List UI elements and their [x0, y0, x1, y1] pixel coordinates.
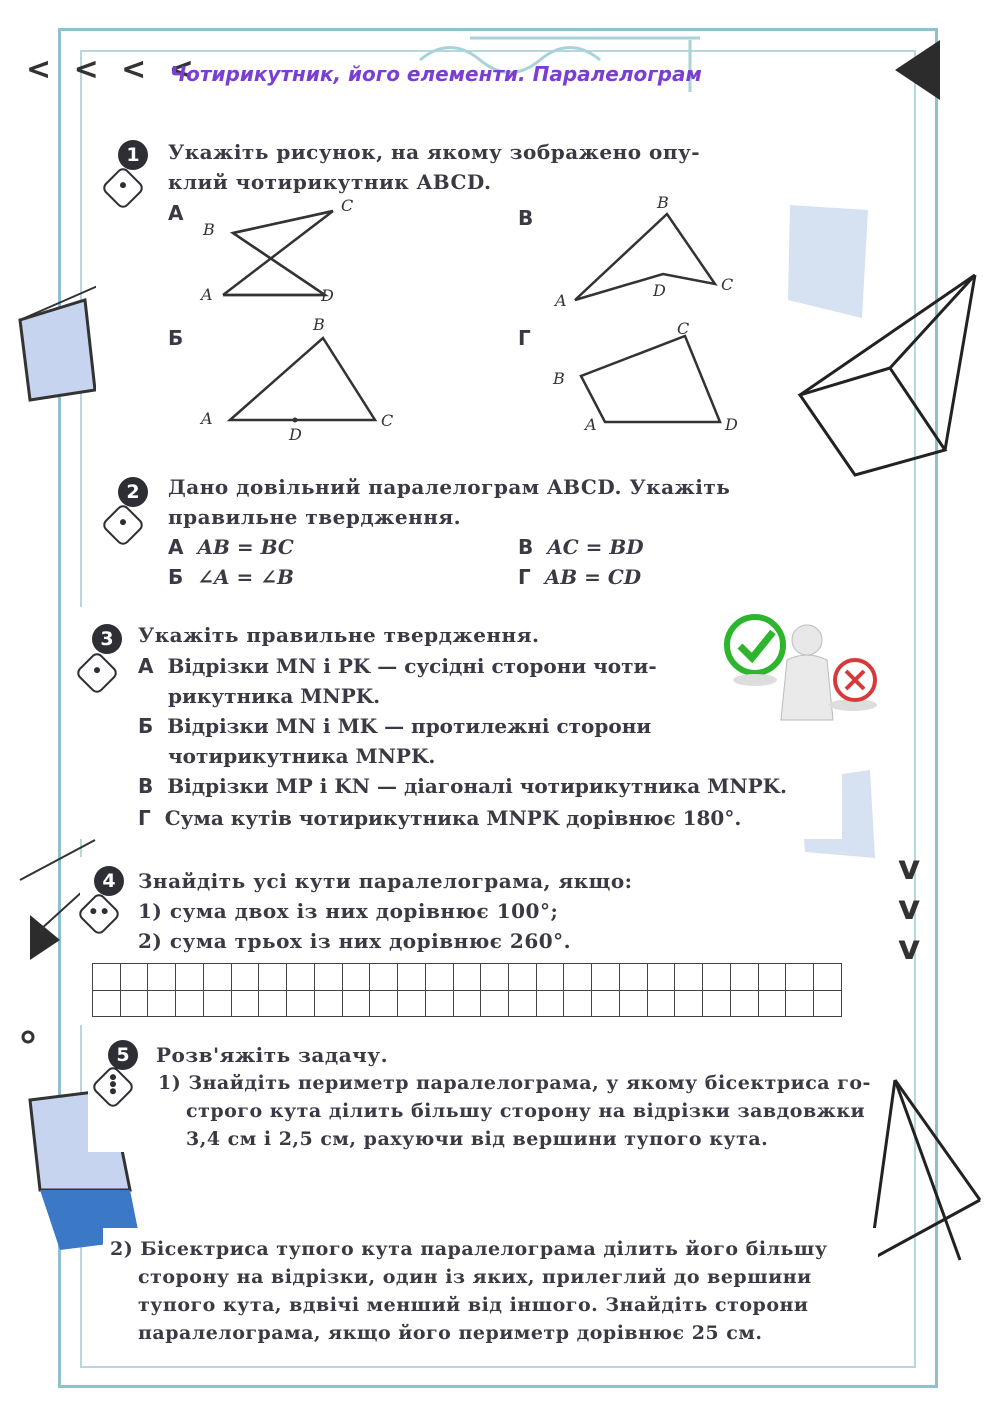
grid-cell[interactable]	[592, 990, 620, 1017]
q3-option-a-line-1: Відрізки MN і PK — сусідні сторони чоти-	[167, 654, 657, 678]
q1-text-line-1: Укажіть рисунок, на якому зображено опу-	[168, 140, 701, 164]
bottom-right-pyramid	[870, 1080, 980, 1260]
q2-option-g[interactable]	[518, 562, 641, 592]
q1g-label-a: A	[585, 415, 597, 434]
side-check-3: v	[898, 928, 921, 968]
grid-cell[interactable]	[564, 964, 592, 991]
q2-option-a[interactable]	[168, 532, 294, 562]
grid-cell[interactable]	[203, 964, 231, 991]
q1-option-v-figure[interactable]	[545, 192, 745, 312]
q1-text-line-2: клий чотирикутник ABCD.	[168, 170, 492, 194]
q5-part1-line-1: 1) Знайдіть периметр паралелограма, у якому бісектриса го-	[158, 1072, 871, 1094]
q3-option-a-line-2: рикутника MNPK.	[168, 684, 381, 708]
grid-cell[interactable]	[259, 964, 287, 991]
grid-cell[interactable]	[425, 990, 453, 1017]
grid-cell[interactable]	[231, 964, 259, 991]
side-check-1: v	[898, 848, 921, 888]
side-check-2: v	[898, 888, 921, 928]
q3-option-b-line-2: чотирикутника MNPK.	[168, 744, 436, 768]
grid-cell[interactable]	[730, 964, 758, 991]
true-false-figure	[715, 610, 885, 735]
q3-option-g-letter: Г	[138, 806, 151, 830]
right-speckle-shape	[788, 205, 868, 318]
q2-option-v-text: AC = BD	[547, 535, 644, 559]
q4-item-1: 1) сума двох із них дорівнює 100°;	[138, 899, 559, 923]
grid-cell[interactable]	[314, 964, 342, 991]
q1a-label-a: A	[201, 285, 213, 304]
grid-cell[interactable]	[481, 964, 509, 991]
grid-cell[interactable]	[342, 964, 370, 991]
question-number-3: 3	[92, 624, 122, 654]
q1-option-g-figure[interactable]	[545, 318, 755, 438]
grid-cell[interactable]	[758, 964, 786, 991]
q3-text: Укажіть правильне твердження.	[138, 623, 540, 647]
grid-cell[interactable]	[259, 990, 287, 1017]
grid-cell[interactable]	[675, 964, 703, 991]
q2-text-line-2: правильне твердження.	[168, 505, 462, 529]
grid-cell[interactable]	[453, 964, 481, 991]
grid-cell[interactable]	[619, 990, 647, 1017]
q1v-label-c: C	[721, 275, 734, 294]
q3-option-v-letter: В	[138, 774, 154, 798]
q1v-label-a: A	[555, 291, 567, 310]
q1-option-b-figure[interactable]	[195, 312, 405, 442]
check-icon	[727, 617, 783, 673]
grid-cell[interactable]	[370, 990, 398, 1017]
q1a-label-b: B	[203, 220, 215, 239]
q4-text: Знайдіть усі кути паралелограма, якщо:	[138, 869, 633, 893]
grid-cell[interactable]	[176, 990, 204, 1017]
grid-cell[interactable]	[148, 990, 176, 1017]
left-small-circle	[23, 1032, 33, 1042]
q1g-label-c: C	[677, 319, 690, 338]
q2-option-b-text: ∠A = ∠B	[197, 565, 294, 589]
q1b-label-d: D	[289, 425, 302, 442]
grid-cell[interactable]	[481, 990, 509, 1017]
question-number-5: 5	[108, 1040, 138, 1070]
grid-cell[interactable]	[786, 964, 814, 991]
q3-option-b-line-1: Відрізки MN і MK — протилежні сторони	[167, 714, 652, 738]
page-title: Чотирикутник, його елементи. Паралелограм	[170, 62, 702, 86]
grid-cell[interactable]	[730, 990, 758, 1017]
nav-arrows[interactable]: < < < <	[26, 52, 200, 87]
q5-part1-line-2: строго кута ділить більшу сторону на відрізки завдовжки	[186, 1100, 866, 1122]
grid-cell[interactable]	[453, 990, 481, 1017]
q1b-label-c: C	[381, 411, 394, 430]
grid-cell[interactable]	[675, 990, 703, 1017]
q3-option-b-letter: Б	[138, 714, 154, 738]
q2-option-b-letter: Б	[168, 565, 184, 589]
grid-cell[interactable]	[814, 964, 842, 991]
grid-cell[interactable]	[536, 964, 564, 991]
q1-option-a-figure[interactable]	[195, 195, 375, 305]
grid-cell[interactable]	[231, 990, 259, 1017]
q5-text: Розв'яжіть задачу.	[156, 1043, 389, 1067]
grid-cell[interactable]	[148, 964, 176, 991]
grid-cell[interactable]	[509, 990, 537, 1017]
q5-part2-line-3: тупого кута, вдвічі менший від іншого. Знайдіть сторони	[138, 1294, 809, 1316]
q3-option-a[interactable]	[138, 651, 657, 711]
q3-option-a-letter: А	[138, 654, 154, 678]
grid-cell[interactable]	[398, 990, 426, 1017]
q4-item-2: 2) сума трьох із них дорівнює 260°.	[138, 929, 572, 953]
q1g-label-b: B	[553, 369, 565, 388]
q2-option-g-letter: Г	[518, 565, 531, 589]
grid-cell[interactable]	[619, 964, 647, 991]
grid-cell[interactable]	[93, 964, 121, 991]
grid-cell[interactable]	[287, 990, 315, 1017]
q3-option-v[interactable]	[138, 771, 787, 801]
q1b-label-a: A	[201, 409, 213, 428]
q5-part2-line-1: 2) Бісектриса тупого кута паралелограма ділить його більшу	[110, 1238, 828, 1260]
left-dark-triangle	[30, 915, 60, 960]
grid-cell[interactable]	[703, 990, 731, 1017]
q5-part2-line-4: паралелограма, якщо його периметр дорівнює 25 см.	[138, 1322, 763, 1344]
q2-option-v[interactable]	[518, 532, 644, 562]
q5-part1-line-3: 3,4 см і 2,5 см, рахуючи від вершини тупого кута.	[186, 1128, 769, 1150]
grid-cell[interactable]	[509, 964, 537, 991]
q2-option-a-text: AB = BC	[197, 535, 294, 559]
answer-grid[interactable]	[92, 963, 842, 1017]
q5-part2-line-2: сторону на відрізки, один із яких, прилеглий до вершини	[138, 1266, 812, 1288]
q2-option-b[interactable]	[168, 562, 294, 592]
grid-cell[interactable]	[120, 964, 148, 991]
grid-cell[interactable]	[342, 990, 370, 1017]
q1-option-v-letter[interactable]: В	[518, 206, 534, 230]
question-number-4: 4	[94, 866, 124, 896]
grid-cell[interactable]	[370, 964, 398, 991]
q1a-label-d: D	[321, 286, 334, 305]
q1g-label-d: D	[725, 415, 738, 434]
grid-cell[interactable]	[314, 990, 342, 1017]
q1v-label-d: D	[653, 281, 666, 300]
q2-option-g-text: AB = CD	[544, 565, 642, 589]
q3-option-b[interactable]	[138, 711, 651, 771]
q1v-label-b: B	[657, 193, 669, 212]
q3-option-v-line-1: Відрізки MP і KN — діагоналі чотирикутника MNPK.	[167, 774, 788, 798]
q2-option-v-letter: В	[518, 535, 534, 559]
q1-option-b-letter[interactable]: Б	[168, 326, 184, 350]
grid-cell[interactable]	[758, 990, 786, 1017]
grid-cell[interactable]	[592, 964, 620, 991]
question-number-1: 1	[118, 140, 148, 170]
grid-cell[interactable]	[203, 990, 231, 1017]
grid-cell[interactable]	[176, 964, 204, 991]
q1a-label-c: C	[341, 196, 354, 215]
grid-cell[interactable]	[703, 964, 731, 991]
q3-option-g[interactable]	[138, 803, 741, 833]
grid-cell[interactable]	[536, 990, 564, 1017]
grid-cell[interactable]	[398, 964, 426, 991]
q1b-label-b: B	[313, 315, 325, 334]
q1-option-g-letter[interactable]: Г	[518, 326, 531, 350]
q2-option-a-letter: А	[168, 535, 184, 559]
question-number-2: 2	[118, 477, 148, 507]
grid-cell[interactable]	[814, 990, 842, 1017]
q2-text-line-1: Дано довільний паралелограм ABCD. Укажіть	[168, 475, 731, 499]
q1-option-a-letter[interactable]: А	[168, 201, 184, 225]
grid-cell[interactable]	[647, 990, 675, 1017]
q3-option-g-line-1: Сума кутів чотирикутника MNPK дорівнює 180°.	[164, 806, 742, 830]
grid-cell[interactable]	[564, 990, 592, 1017]
grid-cell[interactable]	[287, 964, 315, 991]
grid-cell[interactable]	[93, 990, 121, 1017]
grid-cell[interactable]	[786, 990, 814, 1017]
top-right-triangle	[895, 40, 940, 100]
grid-cell[interactable]	[647, 964, 675, 991]
grid-cell[interactable]	[425, 964, 453, 991]
grid-cell[interactable]	[120, 990, 148, 1017]
